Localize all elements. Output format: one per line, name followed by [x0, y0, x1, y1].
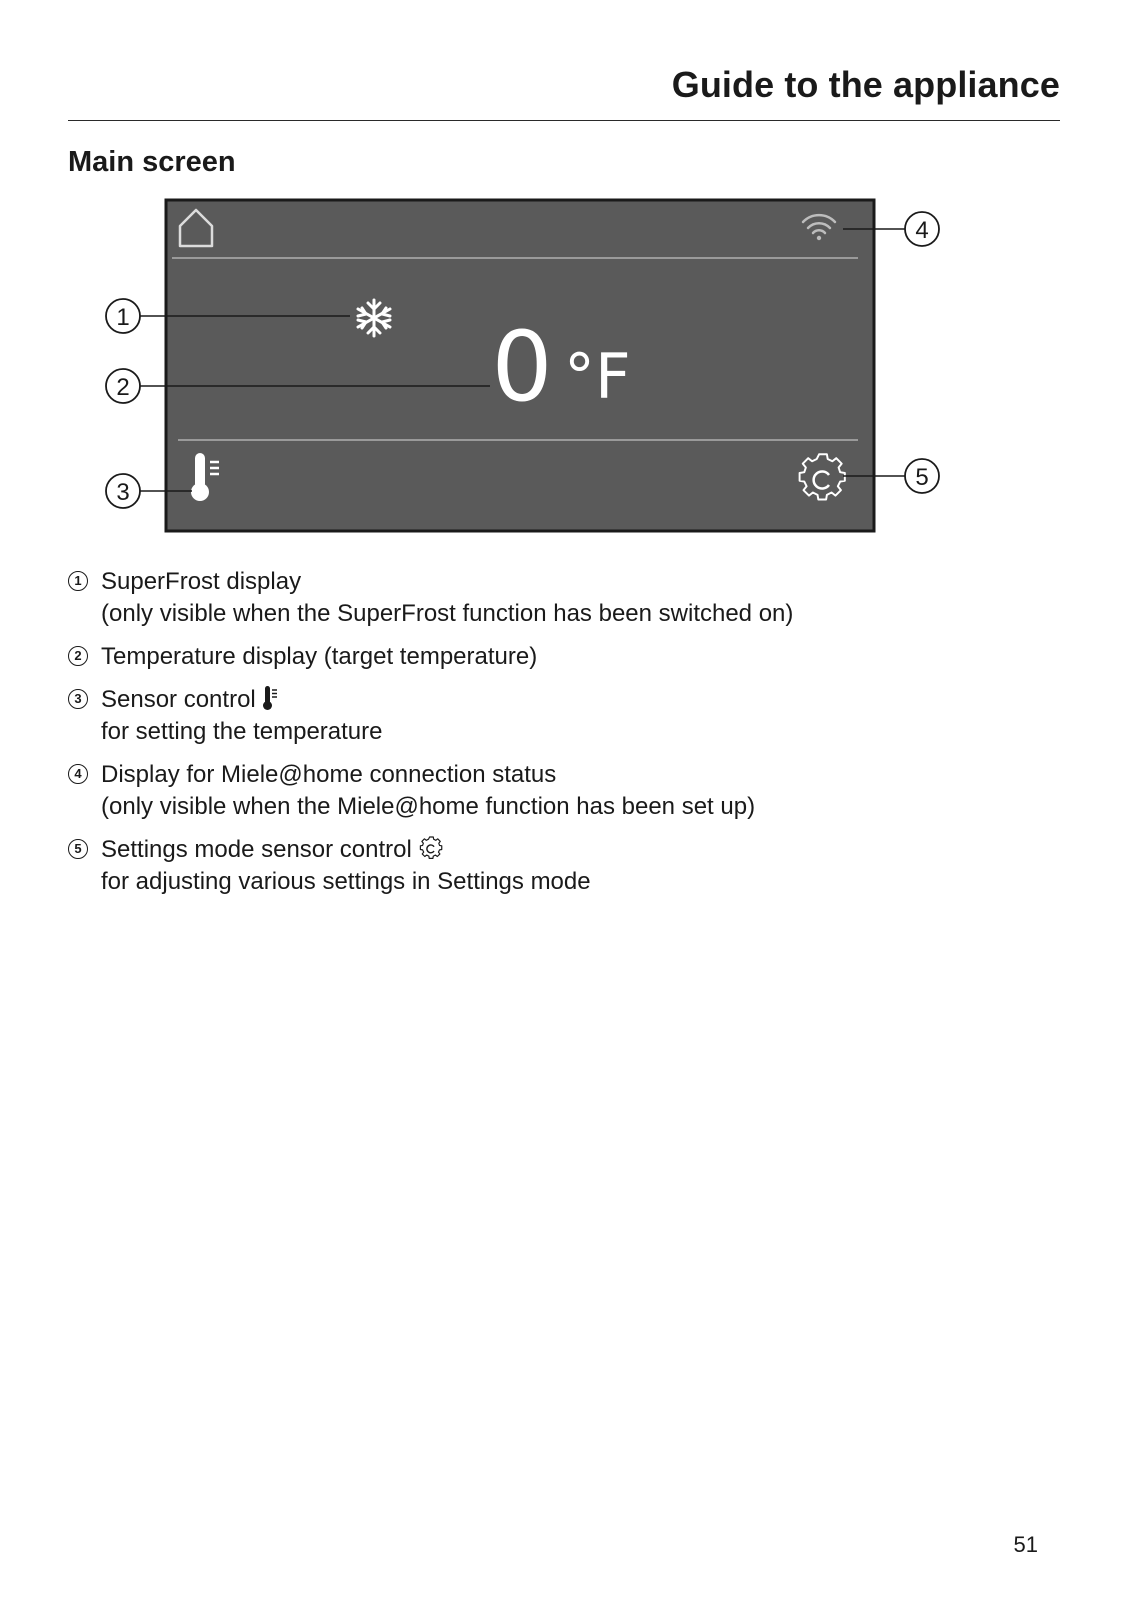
legend-number: 5	[68, 839, 88, 859]
legend-item-miele-home	[68, 759, 1028, 823]
legend-number: 3	[68, 689, 88, 709]
callout-4	[905, 212, 939, 246]
legend-item-sensor-control	[68, 684, 1028, 748]
legend-number: 4	[68, 764, 88, 784]
section-title: Main screen	[68, 146, 236, 178]
page-title: Guide to the appliance	[671, 64, 1060, 105]
main-screen-diagram	[0, 0, 1128, 560]
legend-text: Temperature display (target temperature)	[101, 643, 538, 670]
page-number: 51	[1013, 1532, 1038, 1557]
temperature-unit: °F	[564, 340, 631, 413]
legend-number: 2	[68, 646, 88, 666]
svg-text:3: 3	[116, 479, 130, 506]
callout-3	[106, 474, 140, 508]
callout-5	[905, 459, 939, 493]
legend-item-superfrost	[68, 566, 1028, 630]
legend-text: Display for Miele@home connection status	[101, 761, 557, 788]
callout-1	[106, 299, 140, 333]
legend-subtext: (only visible when the SuperFrost function has been switched on)	[101, 600, 794, 627]
svg-text:5: 5	[915, 464, 929, 491]
svg-text:4: 4	[915, 217, 929, 244]
legend	[68, 566, 1028, 909]
legend-text: Sensor control	[101, 686, 256, 713]
svg-text:2: 2	[116, 374, 130, 401]
legend-text: SuperFrost display	[101, 568, 302, 595]
legend-number: 1	[68, 571, 88, 591]
thermometer-icon	[262, 685, 278, 711]
legend-subtext: for adjusting various settings in Settings mode	[101, 868, 591, 895]
temperature-value: 0	[491, 311, 553, 423]
legend-item-temperature	[68, 641, 1028, 673]
svg-text:1: 1	[116, 304, 130, 331]
legend-item-settings	[68, 834, 1028, 898]
callout-2	[106, 369, 140, 403]
legend-text: Settings mode sensor control	[101, 836, 412, 863]
gear-icon	[418, 835, 444, 861]
legend-subtext: (only visible when the Miele@home function has been set up)	[101, 793, 756, 820]
legend-subtext: for setting the temperature	[101, 718, 383, 745]
